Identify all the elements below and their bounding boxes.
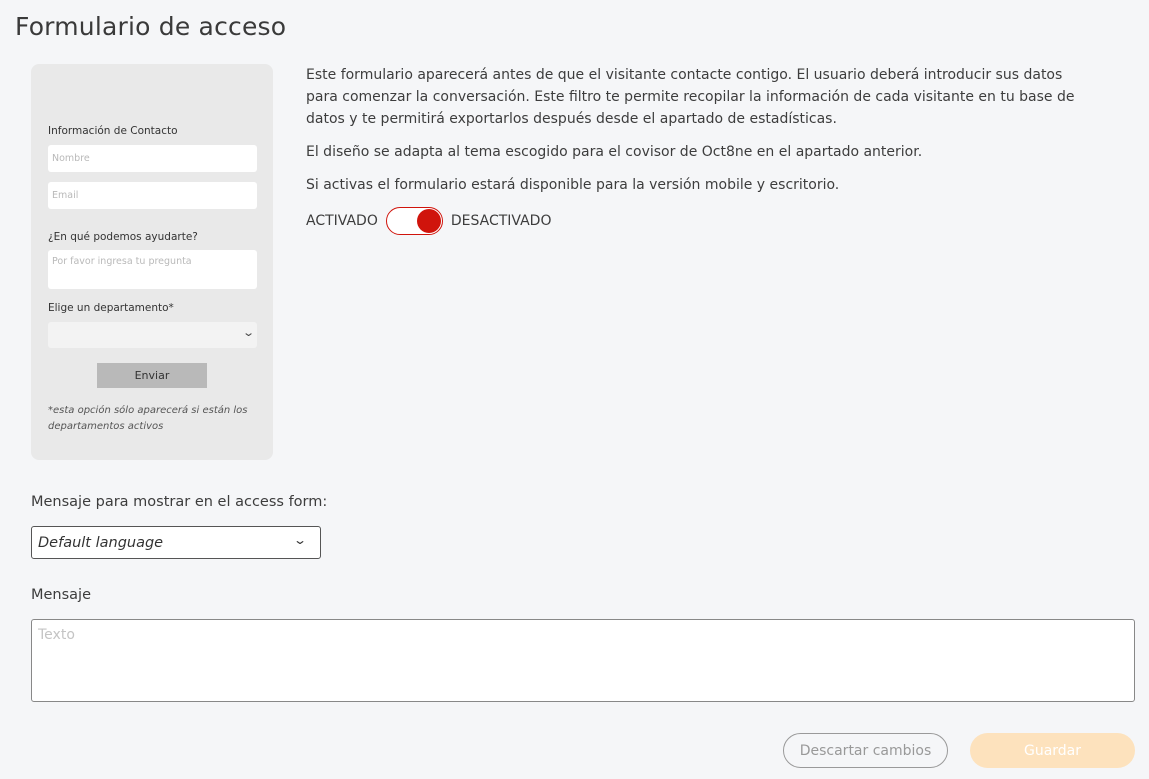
- language-label: Mensaje para mostrar en el access form:: [31, 494, 328, 510]
- preview-contact-label: Información de Contacto: [48, 125, 178, 137]
- preview-note: *esta opción sólo aparecerá si están los departamentos activos: [48, 405, 248, 432]
- message-label: Mensaje: [31, 587, 92, 603]
- activation-toggle[interactable]: [386, 207, 443, 235]
- preview-help-label: ¿En qué podemos ayudarte?: [48, 231, 198, 243]
- message-textarea[interactable]: Texto: [31, 619, 1135, 702]
- description-paragraph-3: Si activas el formulario estará disponible para la versión mobile y escritorio.: [306, 177, 840, 193]
- description: [306, 64, 1086, 207]
- language-select[interactable]: [31, 526, 321, 559]
- discard-changes-button[interactable]: Descartar cambios: [783, 733, 948, 768]
- activation-toggle-row: [306, 206, 551, 236]
- preview-name-field: Nombre: [48, 145, 257, 172]
- description-paragraph-2: El diseño se adapta al tema escogido para el covisor de Oct8ne en el apartado anterior.: [306, 144, 923, 160]
- preview-question-field: Por favor ingresa tu pregunta: [48, 250, 257, 289]
- description-paragraph-1: Este formulario aparecerá antes de que el visitante contacte contigo. El usuario deberá introducir sus datos para comenzar la conversación. Este filtro te permite recopilar la información de cada visitante en tu base de datos y te permitirá exportarlos después desde el apartado de estadísticas.: [306, 67, 1075, 127]
- form-preview-card: [31, 64, 273, 460]
- toggle-knob: [417, 209, 441, 233]
- preview-department-label: Elige un departamento*: [48, 302, 174, 314]
- toggle-off-label: DESACTIVADO: [450, 213, 552, 229]
- chevron-down-icon: ⌄: [292, 533, 308, 547]
- preview-department-select: [48, 322, 257, 348]
- page-title: Formulario de acceso: [15, 12, 287, 41]
- preview-email-field: Email: [48, 182, 257, 209]
- save-button[interactable]: Guardar: [970, 733, 1135, 768]
- language-selected-value: Default language: [38, 534, 164, 551]
- toggle-on-label: ACTIVADO: [306, 213, 378, 229]
- preview-submit-button: Enviar: [97, 363, 207, 388]
- chevron-down-icon: ⌄: [241, 326, 255, 339]
